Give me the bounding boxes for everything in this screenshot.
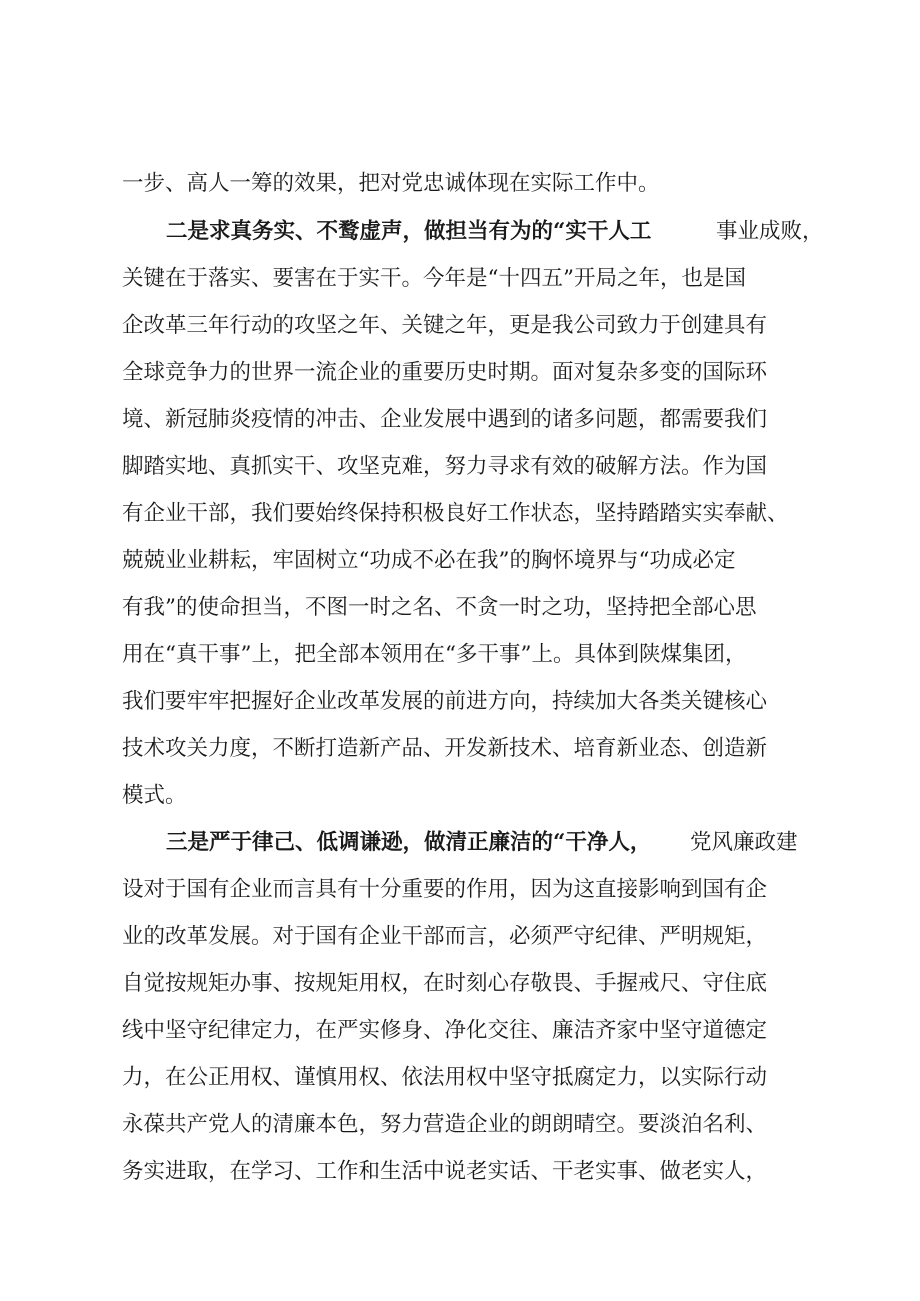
line-text: 务实进取，在学习、工作和生活中说老实话、干老实事、做老实人，: [122, 1159, 768, 1184]
text-line: [0, 353, 920, 393]
line-text: 党风廉政建: [690, 830, 798, 855]
text-line: [0, 682, 920, 722]
line-text: 用在“真干事”上，把全部本领用在“多干事”上。具体到陕煤集团，: [122, 642, 747, 667]
line-text: 关键在于落实、要害在于实干。今年是“十四五”开局之年，也是国: [122, 266, 746, 291]
line-text: 自觉按规矩办事、按规矩用权，在时刻心存敬畏、手握戒尺、守住底: [122, 971, 768, 996]
line-text: 业的改革发展。对于国有企业干部而言，必须严守纪律、严明规矩，: [122, 924, 768, 949]
text-line: [0, 776, 920, 816]
text-line: [0, 729, 920, 769]
line-text: 线中坚守纪律定力，在严实修身、净化交往、廉洁齐家中坚守道德定: [122, 1018, 768, 1043]
text-line: [0, 635, 920, 675]
paragraph-heading: 三是严于律己、低调谦逊，做清正廉洁的“干净人，: [166, 830, 652, 855]
text-line: [0, 1152, 920, 1192]
text-line: [0, 1058, 920, 1098]
text-line: [0, 1105, 920, 1145]
line-text: 力，在公正用权、谨慎用权、依法用权中坚守抵腐定力，以实际行动: [122, 1065, 768, 1090]
line-text: 我们要牢牢把握好企业改革发展的前进方向，持续加大各类关键核心: [122, 689, 768, 714]
line-text: 有我”的使命担当，不图一时之名、不贪一时之功，坚持把全部心思: [122, 595, 757, 620]
text-line: [0, 870, 920, 910]
text-line: [0, 823, 920, 863]
text-line: [0, 588, 920, 628]
text-line: [0, 212, 920, 252]
line-text: 技术攻关力度，不断打造新产品、开发新技术、培育新业态、创造新: [122, 736, 768, 761]
text-line: [0, 400, 920, 440]
line-text: 兢兢业业耕耘，牢固树立“功成不必在我”的胸怀境界与“功成必定: [122, 548, 736, 573]
text-line: [0, 541, 920, 581]
line-text: 有企业干部，我们要始终保持积极良好工作状态，坚持踏踏实实奉献、: [122, 501, 789, 526]
text-line: [0, 306, 920, 346]
text-line: [0, 1011, 920, 1051]
text-line: [0, 164, 920, 204]
paragraph-heading: 二是求真务实、不鹜虚声，做担当有为的“实干人工: [166, 219, 652, 244]
line-text: 脚踏实地、真抓实干、攻坚克难，努力寻求有效的破解方法。作为国: [122, 454, 768, 479]
text-line: [0, 494, 920, 534]
line-text: 事业成败，: [716, 219, 824, 244]
line-text: 全球竞争力的世界一流企业的重要历史时期。面对复杂多变的国际环: [122, 360, 768, 385]
line-text: 企改革三年行动的攻坚之年、关键之年，更是我公司致力于创建具有: [122, 313, 768, 338]
line-text: 一步、高人一筹的效果，把对党忠诚体现在实际工作中。: [122, 171, 660, 196]
line-text: 永葆共产党人的清廉本色，努力营造企业的朗朗晴空。要淡泊名利、: [122, 1112, 768, 1137]
text-line: [0, 447, 920, 487]
text-line: [0, 259, 920, 299]
text-line: [0, 964, 920, 1004]
line-text: 境、新冠肺炎疫情的冲击、企业发展中遇到的诸多问题，都需要我们: [122, 407, 768, 432]
text-line: [0, 917, 920, 957]
line-text: 设对于国有企业而言具有十分重要的作用，因为这直接影响到国有企: [122, 877, 768, 902]
line-text: 模式。: [122, 783, 187, 808]
